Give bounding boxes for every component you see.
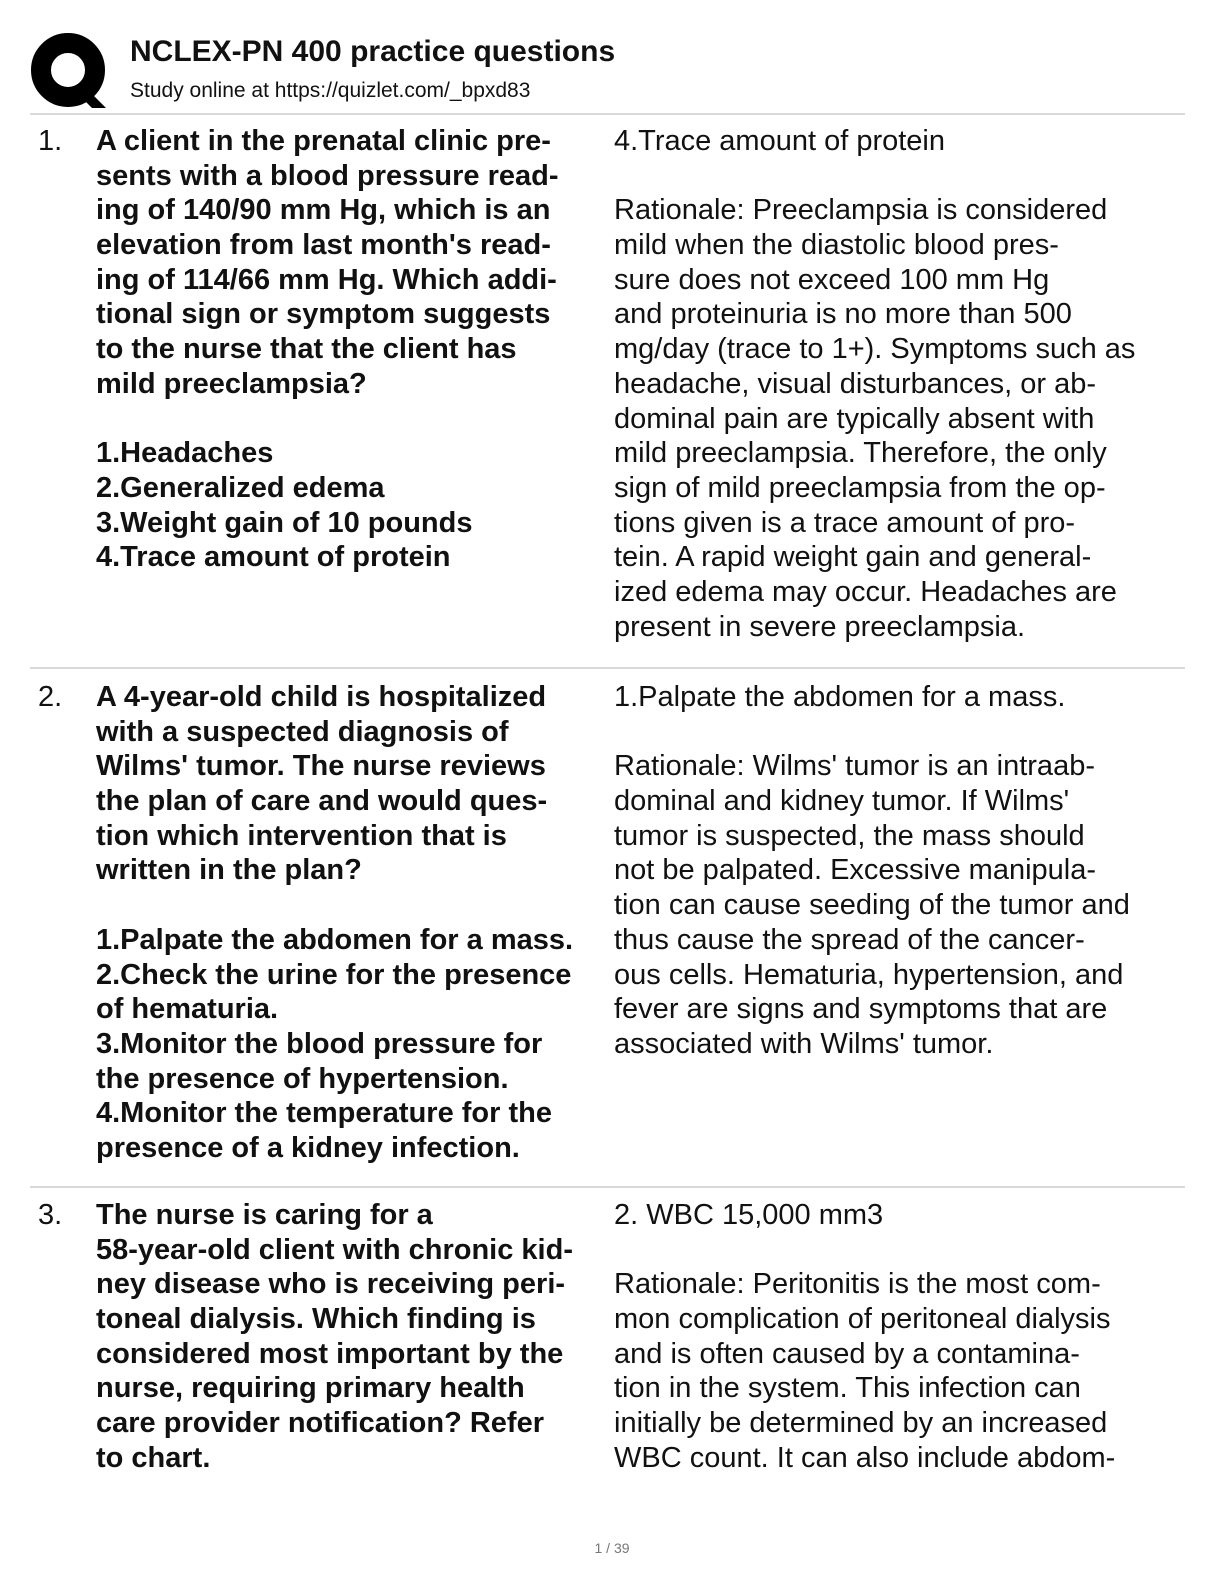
- question-line: elevation from last month's read-: [96, 229, 551, 262]
- option-2: 2.Check the urine for the presence: [96, 958, 572, 991]
- header-divider: [30, 113, 1185, 115]
- blank-line: [614, 159, 1184, 194]
- blank-line: [96, 888, 606, 923]
- question-text: [96, 680, 606, 1166]
- quizlet-q-logo-icon: [30, 32, 110, 112]
- option-4-cont: presence of a kidney infection.: [96, 1131, 520, 1164]
- correct-answer: 1.Palpate the abdomen for a mass.: [614, 681, 1066, 713]
- blank-line: [96, 402, 606, 437]
- rationale-line: mon complication of peritoneal dialysis: [614, 1303, 1111, 1336]
- page-number: 1 / 39: [594, 1540, 630, 1556]
- answer-text: [614, 680, 1184, 1062]
- option-3: 3.Weight gain of 10 pounds: [96, 506, 473, 539]
- question-line: to the nurse that the client has: [96, 333, 517, 366]
- rationale-line: tions given is a trace amount of pro-: [614, 506, 1076, 539]
- rationale-line: Rationale: Preeclampsia is considered: [614, 194, 1108, 227]
- option-4: 4.Monitor the temperature for the: [96, 1097, 552, 1130]
- rationale-line: mg/day (trace to 1+). Symptoms such as: [614, 333, 1136, 366]
- rationale-line: Rationale: Peritonitis is the most com-: [614, 1268, 1101, 1301]
- rationale-line: and proteinuria is no more than 500: [614, 298, 1072, 331]
- rationale-line: thus cause the spread of the cancer-: [614, 923, 1085, 956]
- question-line: The nurse is caring for a: [96, 1199, 433, 1231]
- rationale-line: tion in the system. This infection can: [614, 1372, 1081, 1405]
- card-number: 3.: [38, 1199, 63, 1231]
- option-3: 3.Monitor the blood pressure for: [96, 1027, 543, 1060]
- rationale-line: present in severe preeclampsia.: [614, 610, 1026, 643]
- rationale-line: headache, visual disturbances, or ab-: [614, 367, 1097, 400]
- rationale-line: tein. A rapid weight gain and general-: [614, 541, 1092, 574]
- question-line: care provider notification? Refer: [96, 1407, 544, 1440]
- option-1: 1.Palpate the abdomen for a mass.: [96, 923, 574, 956]
- correct-answer: 4.Trace amount of protein: [614, 125, 945, 157]
- rationale-line: tumor is suspected, the mass should: [614, 819, 1085, 852]
- question-line: ney disease who is receiving peri-: [96, 1268, 566, 1301]
- question-line: Wilms' tumor. The nurse reviews: [96, 750, 546, 783]
- rationale-line: sure does not exceed 100 mm Hg: [614, 263, 1050, 296]
- option-2-cont: of hematuria.: [96, 993, 279, 1026]
- rationale-line: ized edema may occur. Headaches are: [614, 575, 1117, 608]
- question-line: nurse, requiring primary health: [96, 1372, 525, 1405]
- card-divider: [30, 667, 1185, 669]
- question-line: A 4-year-old child is hospitalized: [96, 681, 547, 713]
- question-line: considered most important by the: [96, 1337, 564, 1370]
- rationale-line: ous cells. Hematuria, hypertension, and: [614, 958, 1124, 991]
- question-line: with a suspected diagnosis of: [96, 715, 509, 748]
- option-1: 1.Headaches: [96, 437, 274, 470]
- question-line: tional sign or symptom suggests: [96, 298, 551, 331]
- rationale-line: mild when the diastolic blood pres-: [614, 229, 1059, 262]
- answer-text: [614, 124, 1184, 644]
- option-2: 2.Generalized edema: [96, 471, 385, 504]
- rationale-line: dominal pain are typically absent with: [614, 402, 1095, 435]
- blank-line: [614, 715, 1184, 750]
- question-line: ing of 114/66 mm Hg. Which addi-: [96, 263, 557, 296]
- question-text: [96, 1198, 606, 1476]
- rationale-line: fever are signs and symptoms that are: [614, 993, 1108, 1026]
- option-4: 4.Trace amount of protein: [96, 541, 451, 574]
- rationale-line: mild preeclampsia. Therefore, the only: [614, 437, 1107, 470]
- study-online-link[interactable]: Study online at https://quizlet.com/_bpxd83: [130, 79, 531, 102]
- question-line: written in the plan?: [96, 854, 362, 887]
- rationale-line: dominal and kidney tumor. If Wilms': [614, 785, 1070, 818]
- rationale-line: tion can cause seeding of the tumor and: [614, 889, 1130, 922]
- question-line: 58-year-old client with chronic kid-: [96, 1233, 573, 1266]
- card-number: 1.: [38, 125, 63, 157]
- question-text: [96, 124, 606, 575]
- question-line: to chart.: [96, 1441, 211, 1474]
- rationale-line: sign of mild preeclampsia from the op-: [614, 471, 1106, 504]
- question-line: ing of 140/90 mm Hg, which is an: [96, 194, 551, 227]
- question-line: toneal dialysis. Which finding is: [96, 1303, 536, 1336]
- rationale-line: and is often caused by a contamina-: [614, 1337, 1080, 1370]
- rationale-line: associated with Wilms' tumor.: [614, 1027, 994, 1060]
- document-title: NCLEX-PN 400 practice questions: [130, 35, 616, 68]
- rationale-line: Rationale: Wilms' tumor is an intraab-: [614, 750, 1095, 783]
- rationale-line: not be palpated. Excessive manipula-: [614, 854, 1097, 887]
- question-line: the plan of care and would ques-: [96, 785, 548, 818]
- correct-answer: 2. WBC 15,000 mm3: [614, 1199, 884, 1231]
- option-3-cont: the presence of hypertension.: [96, 1062, 509, 1095]
- question-line: tion which intervention that is: [96, 819, 507, 852]
- card-divider: [30, 1186, 1185, 1188]
- answer-text: [614, 1198, 1184, 1476]
- question-line: A client in the prenatal clinic pre-: [96, 125, 551, 157]
- question-line: mild preeclampsia?: [96, 367, 367, 400]
- rationale-line: WBC count. It can also include abdom-: [614, 1441, 1116, 1474]
- card-number: 2.: [38, 681, 63, 713]
- blank-line: [614, 1233, 1184, 1268]
- document-header: [30, 26, 1185, 108]
- rationale-line: initially be determined by an increased: [614, 1407, 1108, 1440]
- question-line: sents with a blood pressure read-: [96, 159, 559, 192]
